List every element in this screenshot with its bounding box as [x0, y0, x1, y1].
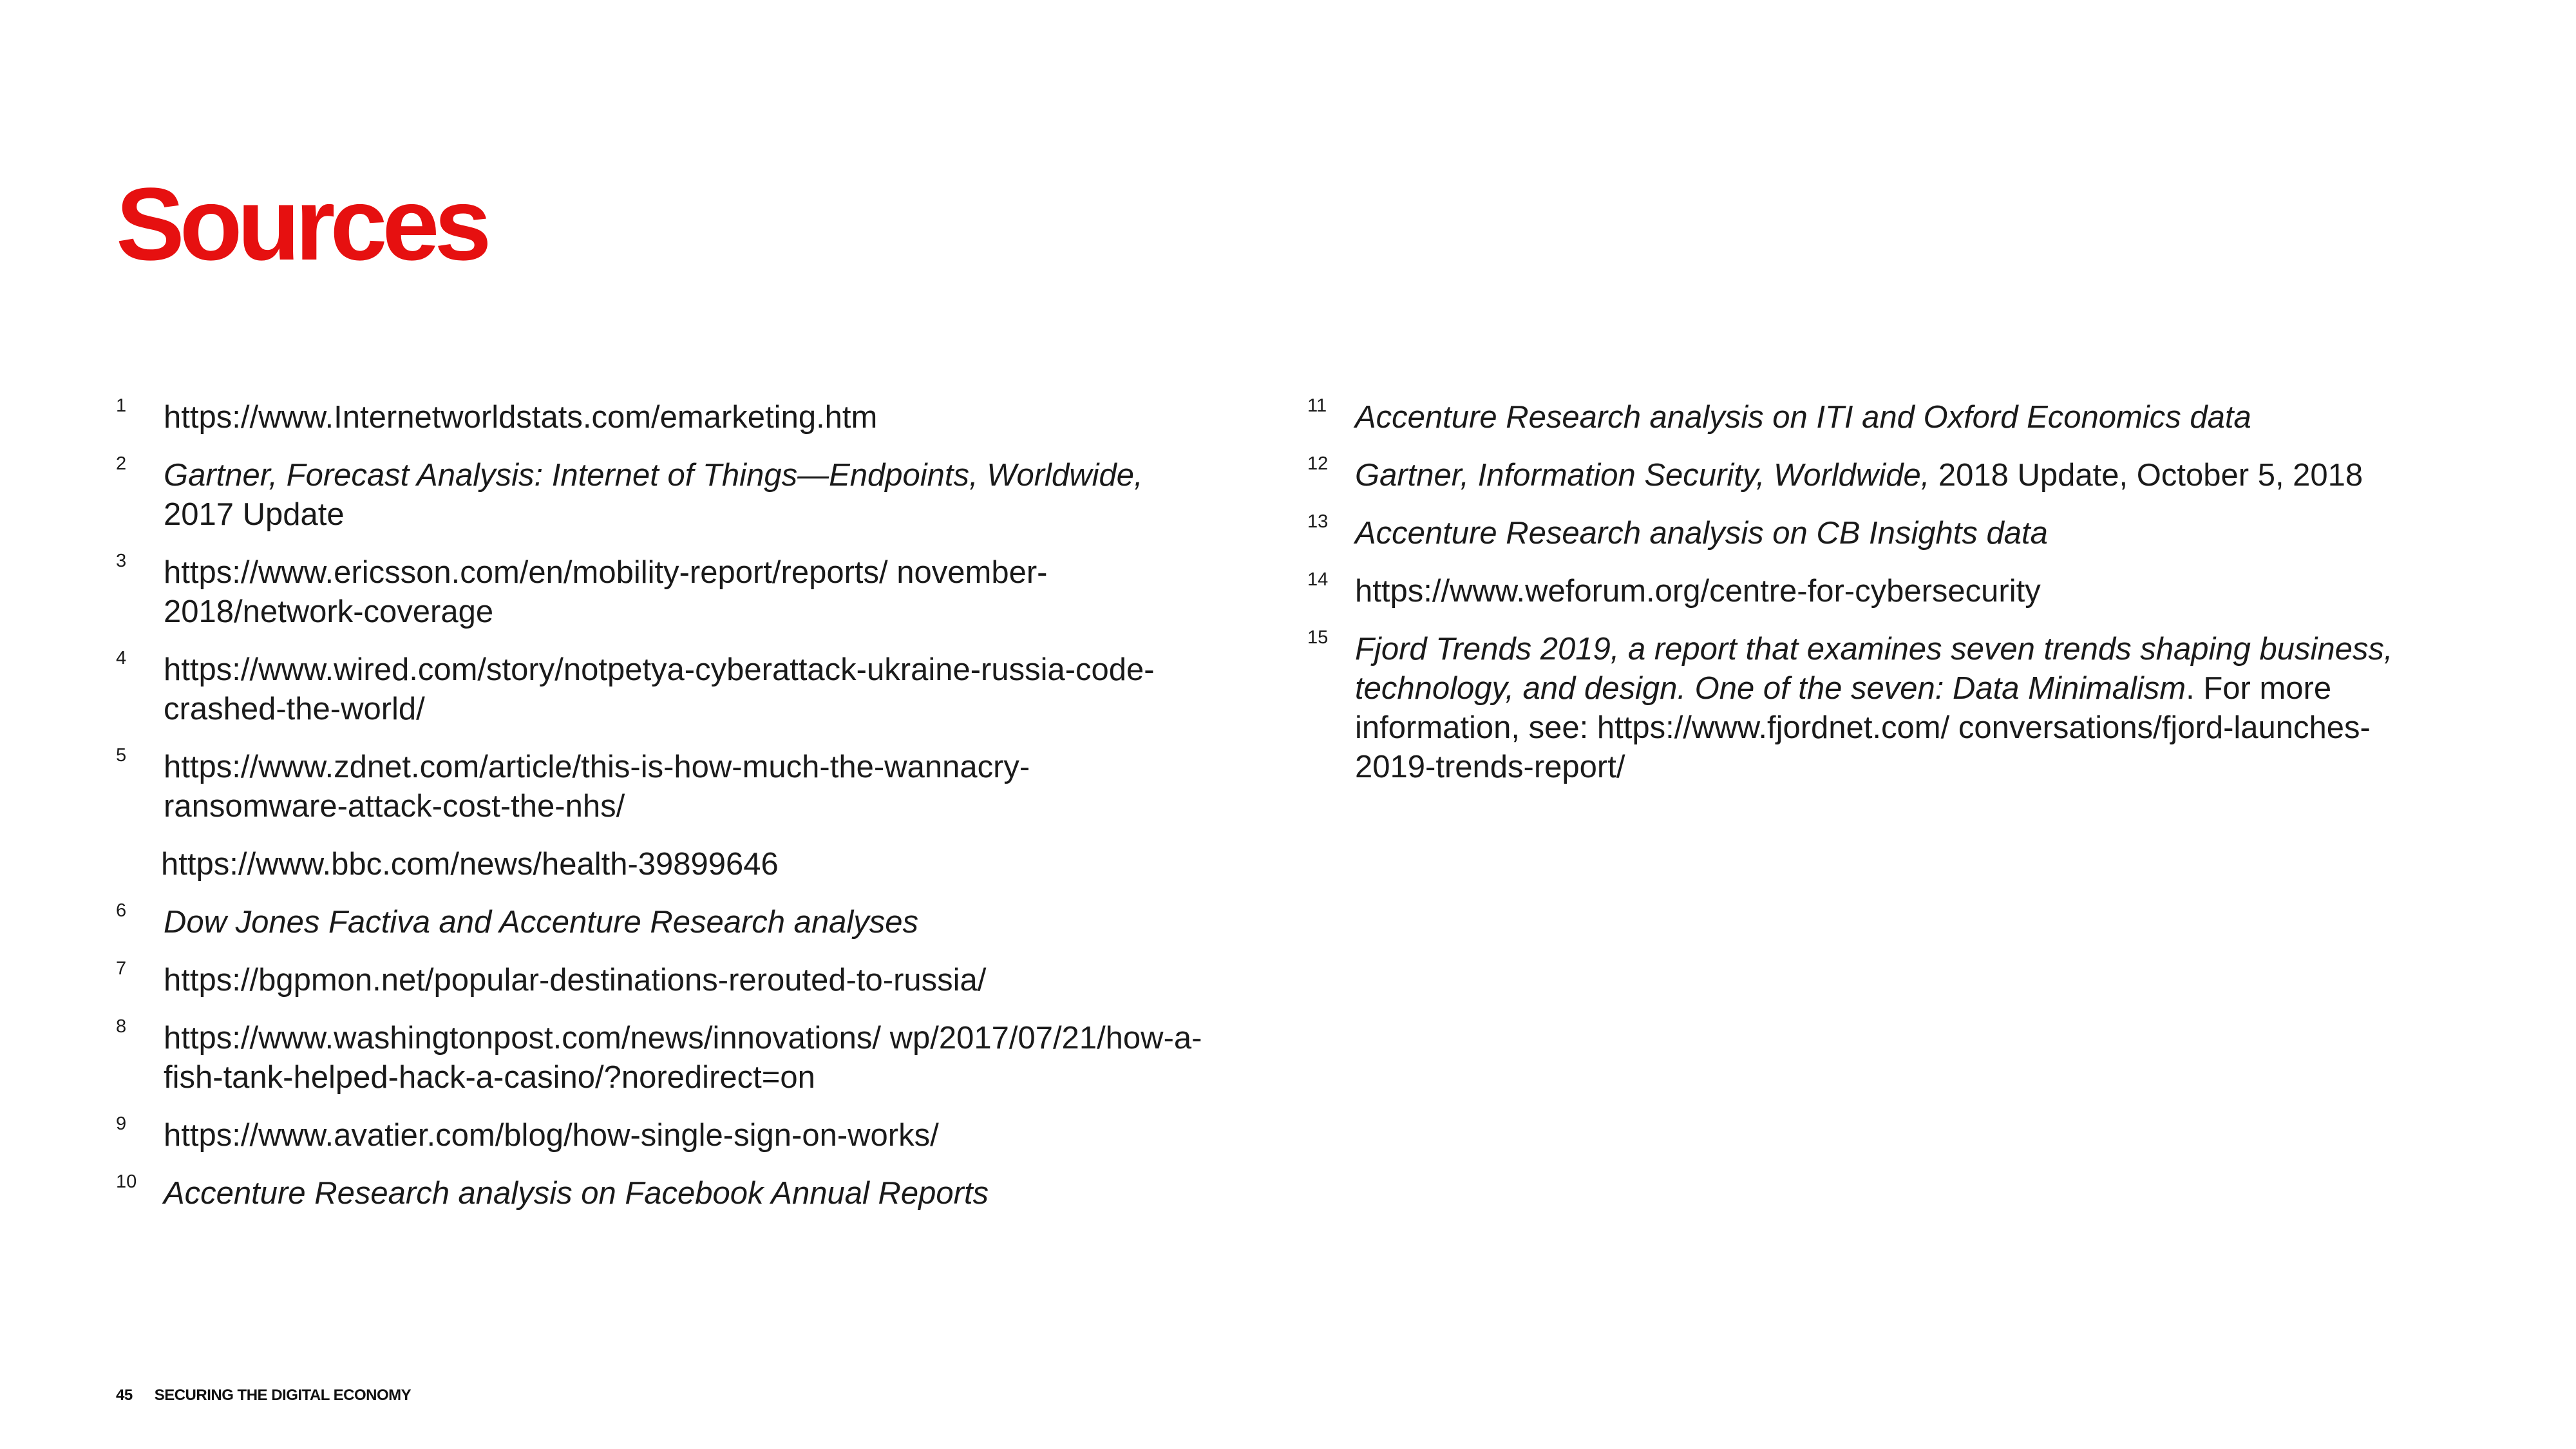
page-footer [116, 1387, 411, 1405]
source-number: 10 [116, 1171, 137, 1192]
source-url[interactable]: https://www.ericsson.com/en/mobility-report/reports/ november-2018/network-coverage [164, 555, 1048, 629]
source-citation-detail: 2017 Update [164, 497, 345, 532]
sources-right-column [1307, 395, 2402, 806]
source-citation: Accenture Research analysis on ITI and Oxford Economics data [1355, 400, 2251, 435]
source-url[interactable]: https://www.avatier.com/blog/how-single-sign-on-works/ [164, 1118, 939, 1153]
source-entry [1307, 395, 2402, 437]
source-entry [116, 395, 1211, 437]
source-entry [116, 1016, 1211, 1097]
source-url[interactable]: https://www.weforum.org/centre-for-cybersecurity [1355, 574, 2041, 609]
source-citation: Dow Jones Factiva and Accenture Research analyses [164, 905, 919, 940]
source-number: 4 [116, 648, 127, 668]
source-url[interactable]: https://bgpmon.net/popular-destinations-rerouted-to-russia/ [164, 963, 987, 998]
source-number: 3 [116, 551, 127, 571]
source-number: 7 [116, 958, 127, 979]
source-number: 9 [116, 1113, 127, 1134]
source-entry [1307, 453, 2402, 495]
source-citation-detail: 2018 Update, October 5, 2018 [1929, 458, 2363, 493]
source-url[interactable]: https://www.Internetworldstats.com/emarketing.htm [164, 400, 878, 435]
source-number: 13 [1307, 511, 1329, 532]
source-entry [116, 650, 1211, 729]
source-url[interactable]: https://www.bbc.com/news/health-39899646 [161, 847, 779, 882]
source-number: 8 [116, 1016, 127, 1037]
source-entry [1307, 511, 2402, 553]
source-url[interactable]: https://www.washingtonpost.com/news/innovations/ wp/2017/07/21/how-a-fish-tank-helped-hack-a-casino/?noredirect=on [164, 1021, 1202, 1095]
source-entry [1307, 627, 2402, 787]
source-number: 12 [1307, 453, 1329, 474]
source-number: 15 [1307, 627, 1329, 648]
source-number: 5 [116, 745, 127, 766]
source-citation: Gartner, Information Security, Worldwide, [1355, 458, 1930, 493]
source-number: 2 [116, 453, 127, 474]
source-entry-continuation [116, 845, 1211, 884]
page-title: Sources [116, 166, 487, 281]
source-url[interactable]: https://www.zdnet.com/article/this-is-how-much-the-wannacry-ransomware-attack-cost-the-nhs/ [164, 750, 1030, 824]
source-citation: Fjord Trends 2019, a report that examines seven trends shaping business, technology, and design. One of the seven: Data Minimalism [1355, 632, 2393, 706]
source-citation: Accenture Research analysis on CB Insights data [1355, 516, 2048, 551]
source-entry [116, 453, 1211, 535]
source-entry [116, 745, 1211, 826]
source-url[interactable]: https://www.wired.com/story/notpetya-cyberattack-ukraine-russia-code-crashed-the-world/ [164, 652, 1155, 726]
document-title: SECURING THE DIGITAL ECONOMY [154, 1387, 412, 1404]
source-citation: Gartner, Forecast Analysis: Internet of Things—Endpoints, Worldwide, [164, 458, 1143, 493]
source-entry [116, 553, 1211, 632]
source-entry [116, 1113, 1211, 1155]
source-number: 1 [116, 395, 127, 416]
sources-left-column [116, 395, 1211, 1232]
page-number: 45 [116, 1387, 133, 1404]
source-entry [116, 900, 1211, 942]
source-citation: Accenture Research analysis on Facebook Annual Reports [164, 1176, 989, 1211]
source-number: 11 [1307, 395, 1327, 416]
source-number: 6 [116, 900, 127, 921]
source-entry [116, 1171, 1211, 1213]
source-entry [116, 958, 1211, 1000]
source-entry [1307, 569, 2402, 611]
source-number: 14 [1307, 569, 1329, 590]
source-citation-detail[interactable]: . For more information, see: https://www.fjordnet.com/ conversations/fjord-launches-2019-trends-report/ [1355, 671, 2371, 784]
